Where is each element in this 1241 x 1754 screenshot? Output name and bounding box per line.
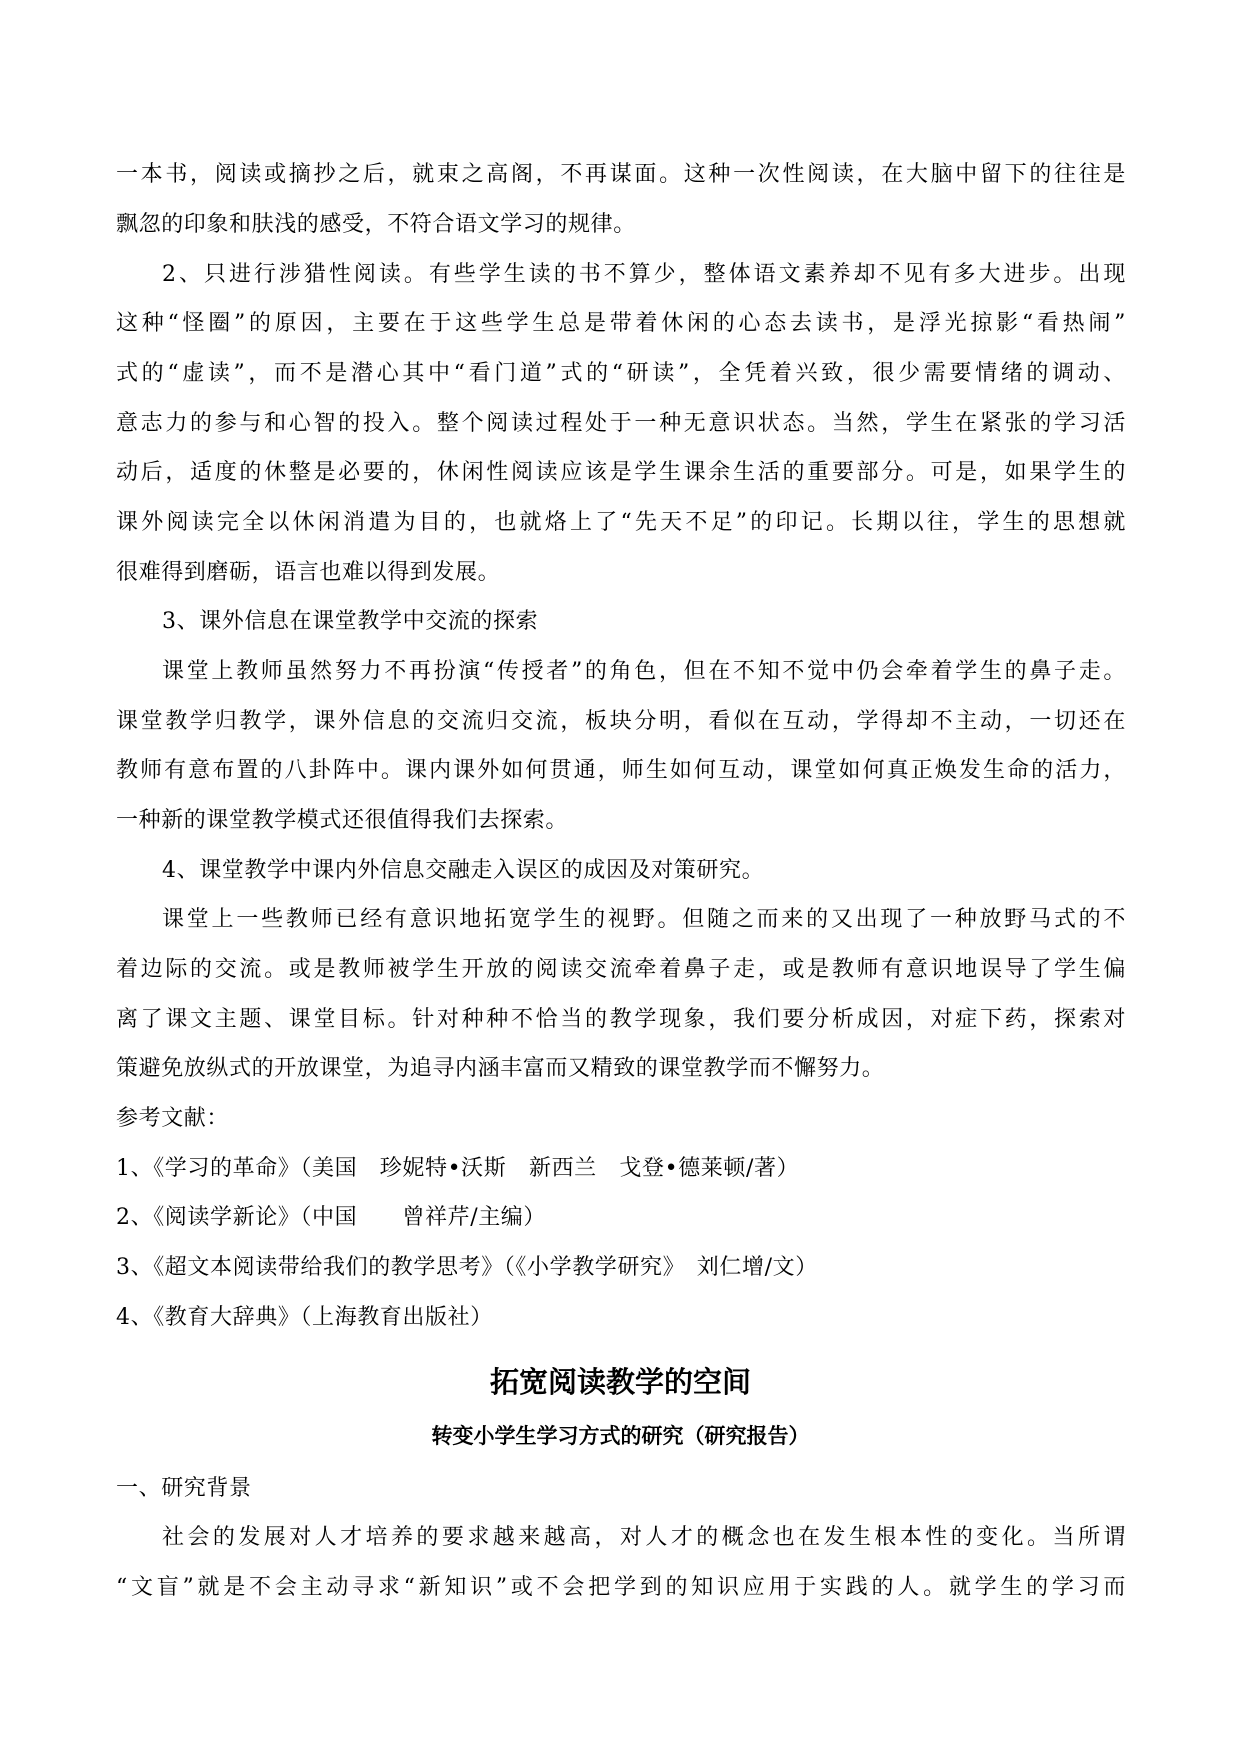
paragraph-line: 动后，适度的休整是必要的，休闲性阅读应该是学生课余生活的重要部分。可是，如果学生的 [116,460,1126,485]
paragraph-line: 2、只进行涉猎性阅读。有些学生读的书不算少，整体语文素养却不见有多大进步。出现 [162,262,1126,287]
article-title: 拓宽阅读教学的空间 [489,1365,751,1399]
item-heading: 3、课外信息在课堂教学中交流的探索 [162,609,539,634]
paragraph-line: 课外阅读完全以休闲消遣为目的，也就烙上了“先天不足”的印记。长期以往，学生的思想就 [116,510,1126,535]
section-heading: 一、研究背景 [116,1476,252,1501]
paragraph-line: 策避免放纵式的开放课堂，为追寻内涵丰富而又精致的课堂教学而不懈努力。 [116,1056,885,1081]
paragraph-line: 式的“虚读”，而不是潜心其中“看门道”式的“研读”，全凭着兴致，很少需要情绪的调动、 [116,361,1126,386]
paragraph-line: 社会的发展对人才培养的要求越来越高，对人才的概念也在发生根本性的变化。当所谓 [162,1525,1126,1550]
article-subtitle: 转变小学生学习方式的研究（研究报告） [431,1424,810,1448]
paragraph-line: 教师有意布置的八卦阵中。课内课外如何贯通，师生如何互动，课堂如何真正焕发生命的活力， [116,758,1126,783]
paragraph-line: “文盲”就是不会主动寻求“新知识”或不会把学到的知识应用于实践的人。就学生的学习而 [116,1575,1126,1600]
paragraph-line: 意志力的参与和心智的投入。整个阅读过程处于一种无意识状态。当然，学生在紧张的学习活 [116,411,1126,436]
paragraph-line: 这种“怪圈”的原因，主要在于这些学生总是带着休闲的心态去读书，是浮光掠影“看热闹” [116,311,1126,336]
item-heading: 4、课堂教学中课内外信息交融走入误区的成因及对策研究。 [162,858,765,883]
reference-item: 4、《教育大辞典》（上海教育出版社） [116,1305,493,1330]
paragraph-line: 很难得到磨砺，语言也难以得到发展。 [116,560,501,585]
paragraph-line: 一种新的课堂教学模式还很值得我们去探索。 [116,808,569,833]
reference-item: 1、《学习的革命》（美国 珍妮特•沃斯 新西兰 戈登•德莱顿/著） [116,1156,800,1181]
paragraph-line: 课堂上教师虽然努力不再扮演“传授者”的角色，但在不知不觉中仍会牵着学生的鼻子走。 [162,659,1126,684]
reference-item: 2、《阅读学新论》（中国 曾祥芹/主编） [116,1205,547,1230]
reference-item: 3、《超文本阅读带给我们的教学思考》（《小学教学研究》 刘仁增/文） [116,1255,818,1280]
paragraph-line: 一本书，阅读或摘抄之后，就束之高阁，不再谋面。这种一次性阅读，在大脑中留下的往往是 [116,162,1126,187]
paragraph-line: 课堂上一些教师已经有意识地拓宽学生的视野。但随之而来的又出现了一种放野马式的不 [162,907,1126,932]
paragraph-line: 着边际的交流。或是教师被学生开放的阅读交流牵着鼻子走，或是教师有意识地误导了学生偏 [116,957,1126,982]
paragraph-line: 飘忽的印象和肤浅的感受，不符合语文学习的规律。 [116,212,636,237]
paragraph-line: 课堂教学归教学，课外信息的交流归交流，板块分明，看似在互动，学得却不主动，一切还在 [116,709,1126,734]
paragraph-line: 离了课文主题、课堂目标。针对种种不恰当的教学现象，我们要分析成因，对症下药，探索对 [116,1007,1126,1032]
references-heading: 参考文献： [116,1106,230,1131]
